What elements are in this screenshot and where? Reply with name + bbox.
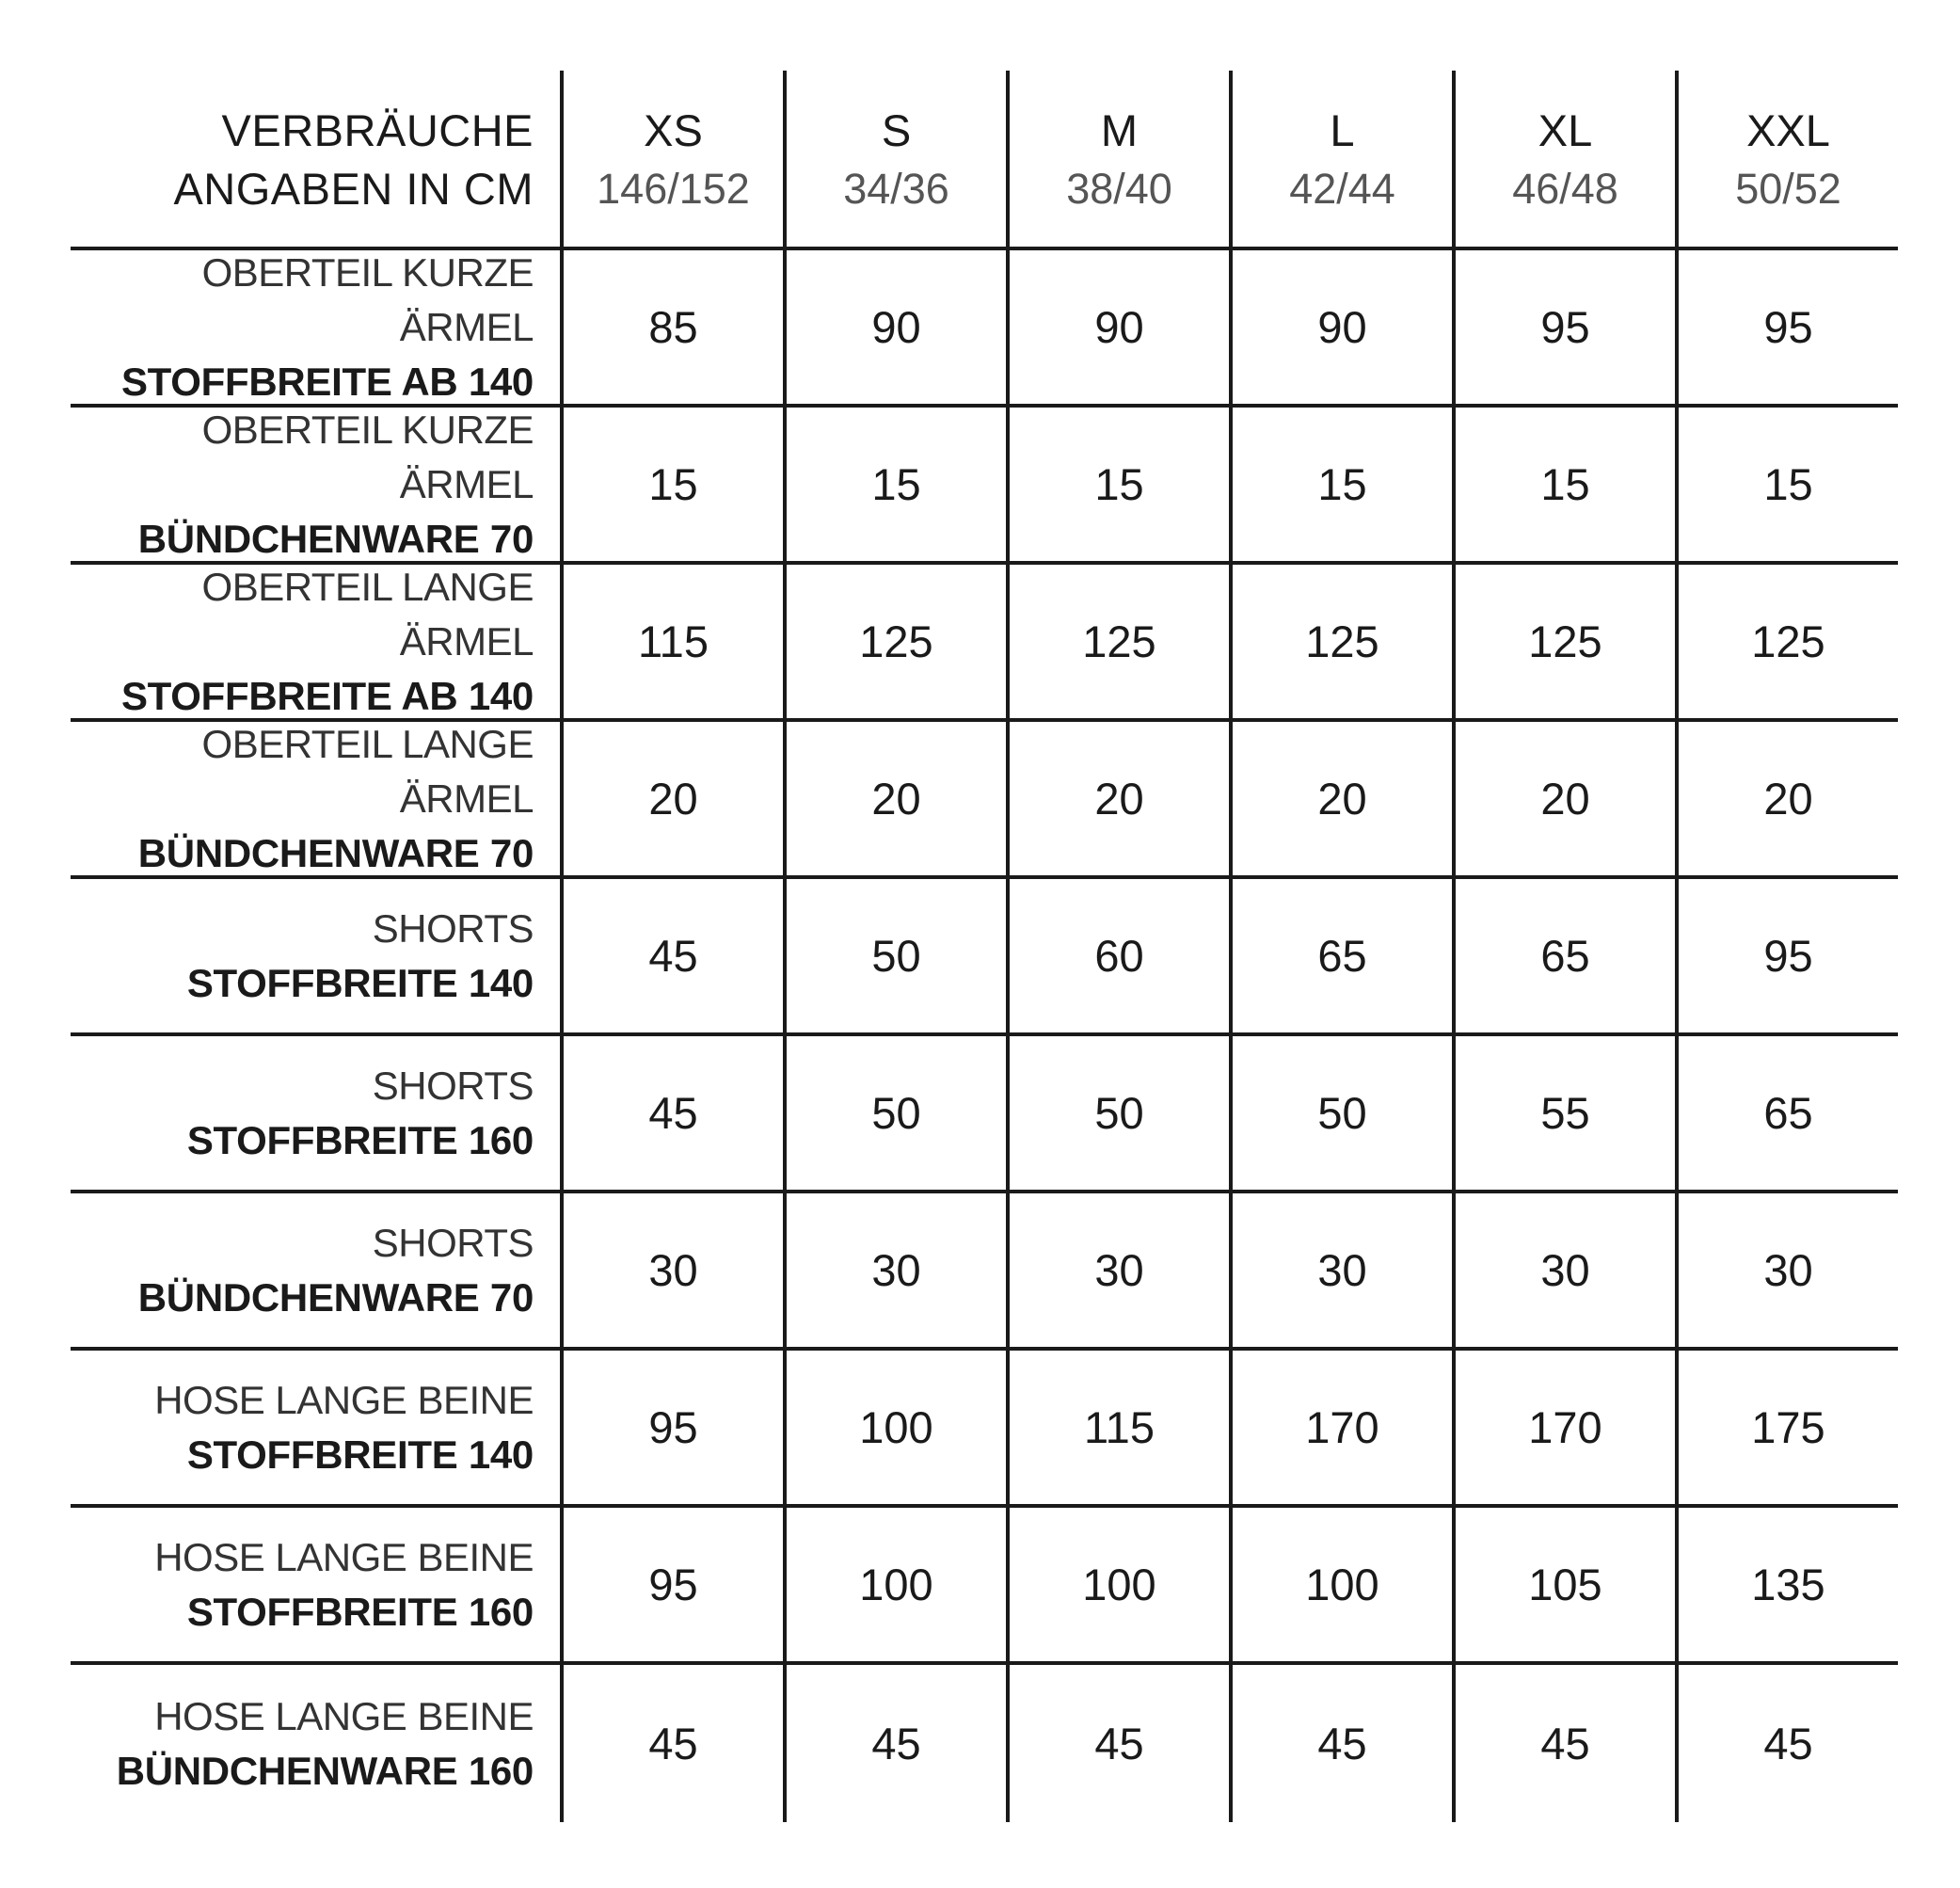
- table-cell: [783, 722, 1006, 875]
- cell-value: 30: [871, 1245, 921, 1295]
- cell-value: 125: [1305, 616, 1379, 666]
- cell-value: 30: [1317, 1245, 1367, 1295]
- size-eu: 38/40: [1066, 165, 1172, 213]
- cell-value: 15: [1763, 459, 1813, 509]
- table-cell: [783, 1193, 1006, 1347]
- table-cell: [1006, 879, 1229, 1032]
- cell-value: 50: [1317, 1088, 1367, 1138]
- cell-value: 30: [1540, 1245, 1590, 1295]
- table-row: [71, 1036, 1898, 1193]
- cell-value: 115: [1084, 1402, 1155, 1452]
- cell-value: 100: [1305, 1560, 1379, 1609]
- cell-value: 105: [1528, 1560, 1602, 1609]
- table-cell: [1006, 1193, 1229, 1347]
- cell-value: 100: [859, 1560, 933, 1609]
- row-label-fabric: STOFFBREITE 140: [186, 960, 534, 1005]
- table-cell: [1452, 1193, 1675, 1347]
- row-label: [71, 250, 560, 404]
- table-row: [71, 1351, 1898, 1508]
- table-row: [71, 1193, 1898, 1351]
- table-cell: [1229, 1193, 1452, 1347]
- row-label-garment: OBERTEIL LANGE ÄRMEL: [201, 564, 534, 664]
- table-cell: [1675, 1508, 1898, 1661]
- table-body: [71, 250, 1898, 1822]
- row-label: [71, 1036, 560, 1190]
- cell-value: 30: [648, 1245, 698, 1295]
- size-label: M: [1100, 105, 1139, 155]
- cell-value: 65: [1540, 931, 1590, 981]
- table-cell: [1675, 879, 1898, 1032]
- size-eu: 34/36: [843, 165, 949, 213]
- cell-value: 95: [1763, 931, 1813, 981]
- header-size-xl: [1452, 71, 1675, 247]
- row-label-garment: SHORTS: [372, 1063, 534, 1108]
- row-label-fabric: STOFFBREITE 160: [186, 1589, 534, 1634]
- cell-value: 20: [871, 774, 921, 824]
- row-label: [71, 1665, 560, 1822]
- cell-value: 65: [1763, 1088, 1813, 1138]
- header-label: [71, 71, 560, 247]
- table-cell: [1675, 250, 1898, 404]
- cell-value: 170: [1528, 1402, 1602, 1452]
- table-cell: [1006, 250, 1229, 404]
- table-cell: [1006, 1036, 1229, 1190]
- header-size-xxl: [1675, 71, 1898, 247]
- row-label-garment: OBERTEIL KURZE ÄRMEL: [201, 249, 534, 349]
- table-cell: [1229, 1665, 1452, 1822]
- row-label: [71, 1508, 560, 1661]
- cell-value: 85: [648, 302, 698, 352]
- cell-value: 45: [871, 1719, 921, 1768]
- table-header-row: [71, 71, 1898, 250]
- table-cell: [1675, 1193, 1898, 1347]
- row-label-garment: HOSE LANGE BEINE: [154, 1693, 534, 1738]
- cell-value: 30: [1094, 1245, 1144, 1295]
- cell-value: 95: [1540, 302, 1590, 352]
- cell-value: 45: [1763, 1719, 1813, 1768]
- table-cell: [1006, 722, 1229, 875]
- table-cell: [1452, 565, 1675, 718]
- cell-value: 135: [1751, 1560, 1825, 1609]
- cell-value: 125: [859, 616, 933, 666]
- row-label: [71, 408, 560, 561]
- cell-value: 65: [1317, 931, 1367, 981]
- table-cell: [1006, 1508, 1229, 1661]
- cell-value: 95: [648, 1402, 698, 1452]
- cell-value: 90: [1317, 302, 1367, 352]
- row-label-garment: SHORTS: [372, 1220, 534, 1265]
- table-cell: [560, 408, 783, 561]
- row-label-garment: HOSE LANGE BEINE: [154, 1377, 534, 1422]
- table-cell: [783, 250, 1006, 404]
- table-cell: [783, 1036, 1006, 1190]
- table-cell: [1675, 408, 1898, 561]
- size-eu: 50/52: [1735, 165, 1841, 213]
- table-cell: [560, 1665, 783, 1822]
- table-row: [71, 1665, 1898, 1822]
- cell-value: 50: [871, 1088, 921, 1138]
- cell-value: 30: [1763, 1245, 1813, 1295]
- size-label: S: [881, 105, 912, 155]
- table-cell: [1452, 1508, 1675, 1661]
- row-label-fabric: BÜNDCHENWARE 70: [137, 516, 534, 561]
- cell-value: 45: [648, 1719, 698, 1768]
- size-label: XL: [1538, 105, 1593, 155]
- fabric-consumption-table: [71, 71, 1898, 1822]
- cell-value: 45: [648, 931, 698, 981]
- row-label: [71, 565, 560, 718]
- table-cell: [560, 250, 783, 404]
- row-label: [71, 879, 560, 1032]
- size-label: XS: [644, 105, 703, 155]
- row-label-fabric: STOFFBREITE 140: [186, 1432, 534, 1477]
- row-label-fabric: BÜNDCHENWARE 70: [137, 830, 534, 875]
- header-size-xs: [560, 71, 783, 247]
- cell-value: 15: [648, 459, 698, 509]
- table-cell: [783, 879, 1006, 1032]
- cell-value: 45: [1317, 1719, 1367, 1768]
- row-label-fabric: STOFFBREITE AB 140: [120, 359, 534, 404]
- table-cell: [1006, 1351, 1229, 1504]
- table-row: [71, 408, 1898, 565]
- cell-value: 125: [1082, 616, 1156, 666]
- cell-value: 20: [1763, 774, 1813, 824]
- cell-value: 15: [1317, 459, 1367, 509]
- size-eu: 46/48: [1512, 165, 1618, 213]
- table-cell: [560, 1351, 783, 1504]
- table-cell: [1229, 722, 1452, 875]
- cell-value: 50: [871, 931, 921, 981]
- table-row: [71, 565, 1898, 722]
- cell-value: 175: [1751, 1402, 1825, 1452]
- size-label: L: [1330, 105, 1355, 155]
- table-cell: [1229, 1036, 1452, 1190]
- table-cell: [783, 1508, 1006, 1661]
- row-label: [71, 1193, 560, 1347]
- header-size-s: [783, 71, 1006, 247]
- cell-value: 100: [1082, 1560, 1156, 1609]
- cell-value: 15: [1540, 459, 1590, 509]
- table-cell: [1452, 1665, 1675, 1822]
- header-size-m: [1006, 71, 1229, 247]
- row-label-fabric: BÜNDCHENWARE 70: [137, 1274, 534, 1320]
- table-row: [71, 722, 1898, 879]
- cell-value: 125: [1751, 616, 1825, 666]
- cell-value: 60: [1094, 931, 1144, 981]
- table-cell: [1675, 1351, 1898, 1504]
- cell-value: 20: [648, 774, 698, 824]
- size-eu: 42/44: [1289, 165, 1395, 213]
- row-label-fabric: STOFFBREITE 160: [186, 1117, 534, 1162]
- row-label-fabric: BÜNDCHENWARE 160: [116, 1748, 534, 1793]
- table-cell: [1675, 565, 1898, 718]
- table-cell: [783, 408, 1006, 561]
- table-cell: [1452, 1351, 1675, 1504]
- header-title-line1: VERBRÄUCHE: [221, 105, 534, 155]
- table-cell: [1229, 879, 1452, 1032]
- table-cell: [1675, 1036, 1898, 1190]
- cell-value: 115: [638, 616, 709, 666]
- row-label-garment: SHORTS: [372, 905, 534, 951]
- row-label: [71, 1351, 560, 1504]
- cell-value: 55: [1540, 1088, 1590, 1138]
- table-cell: [1229, 1351, 1452, 1504]
- table-cell: [783, 565, 1006, 718]
- table-cell: [1452, 1036, 1675, 1190]
- cell-value: 125: [1528, 616, 1602, 666]
- cell-value: 45: [648, 1088, 698, 1138]
- cell-value: 95: [1763, 302, 1813, 352]
- table-cell: [783, 1665, 1006, 1822]
- cell-value: 20: [1540, 774, 1590, 824]
- table-cell: [1675, 1665, 1898, 1822]
- table-cell: [560, 879, 783, 1032]
- table-cell: [1006, 1665, 1229, 1822]
- row-label-garment: OBERTEIL KURZE ÄRMEL: [201, 407, 534, 506]
- table-cell: [783, 1351, 1006, 1504]
- row-label-fabric: STOFFBREITE AB 140: [120, 673, 534, 718]
- table-cell: [560, 1036, 783, 1190]
- size-eu: 146/152: [597, 165, 750, 213]
- table-cell: [1452, 250, 1675, 404]
- cell-value: 20: [1094, 774, 1144, 824]
- cell-value: 20: [1317, 774, 1367, 824]
- table-cell: [560, 722, 783, 875]
- cell-value: 100: [859, 1402, 933, 1452]
- header-title-line2: ANGABEN IN CM: [173, 164, 534, 214]
- cell-value: 170: [1305, 1402, 1379, 1452]
- row-label-garment: OBERTEIL LANGE ÄRMEL: [201, 721, 534, 821]
- cell-value: 45: [1540, 1719, 1590, 1768]
- cell-value: 15: [871, 459, 921, 509]
- table-cell: [1452, 722, 1675, 875]
- table-cell: [1229, 1508, 1452, 1661]
- cell-value: 45: [1094, 1719, 1144, 1768]
- cell-value: 90: [1094, 302, 1144, 352]
- row-label: [71, 722, 560, 875]
- cell-value: 90: [871, 302, 921, 352]
- table-cell: [1006, 408, 1229, 561]
- table-cell: [1006, 565, 1229, 718]
- table-cell: [1229, 565, 1452, 718]
- cell-value: 50: [1094, 1088, 1144, 1138]
- table-cell: [1229, 250, 1452, 404]
- table-cell: [1229, 408, 1452, 561]
- size-label: XXL: [1746, 105, 1830, 155]
- cell-value: 95: [648, 1560, 698, 1609]
- cell-value: 15: [1094, 459, 1144, 509]
- table-row: [71, 250, 1898, 408]
- row-label-garment: HOSE LANGE BEINE: [154, 1534, 534, 1579]
- table-cell: [1452, 879, 1675, 1032]
- table-cell: [560, 565, 783, 718]
- table-cell: [560, 1508, 783, 1661]
- table-cell: [560, 1193, 783, 1347]
- table-cell: [1452, 408, 1675, 561]
- table-row: [71, 879, 1898, 1036]
- table-cell: [1675, 722, 1898, 875]
- table-row: [71, 1508, 1898, 1665]
- header-size-l: [1229, 71, 1452, 247]
